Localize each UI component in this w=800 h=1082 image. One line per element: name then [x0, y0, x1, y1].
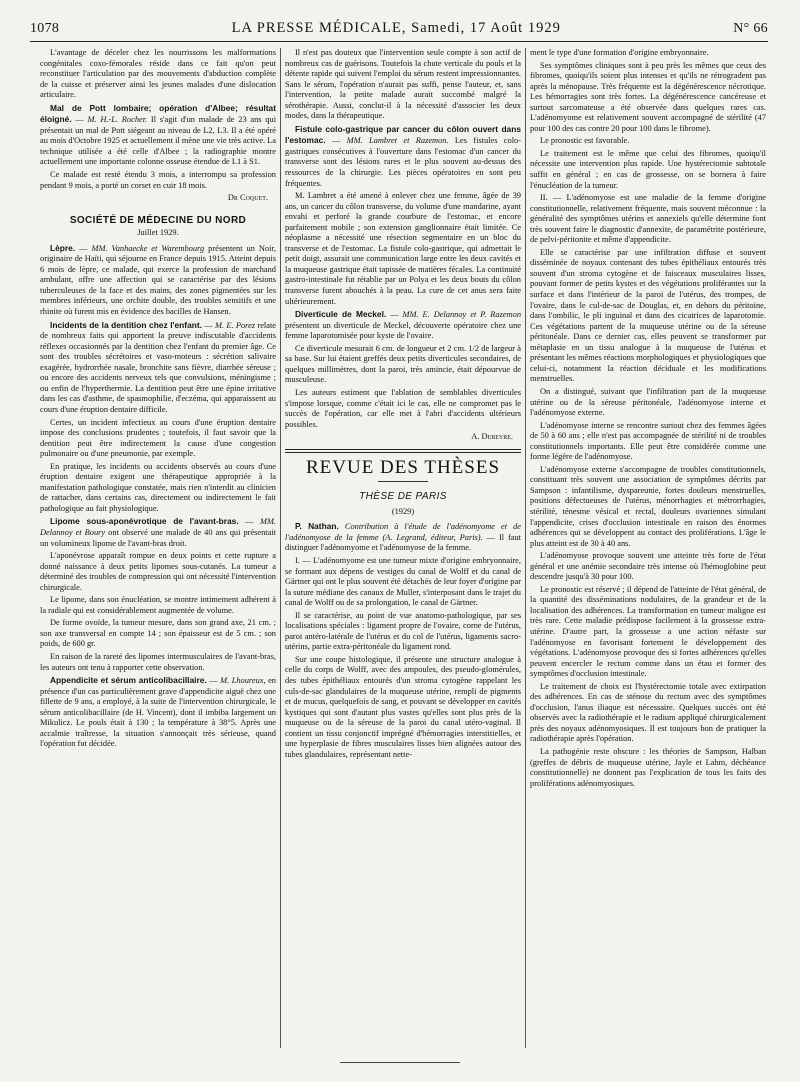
paragraph: La pathogénie reste obscure : les théories de Sampson, Halban (greffes de débris de muqueuse utérine, Jayle et Lahm, déchéance constitutionnelle) ne donnent pas l'explication de tous les faits des proliférations adénomyosiques. [530, 747, 766, 788]
article-title: Incidents de la dentition chez l'enfant. [50, 319, 202, 330]
paragraph: L'adénomyose provoque souvent une atteinte très forte de l'état général et une anémie secondaire très intense où l'hémoglobine peut descendre jusqu'à 30 pour 100. [530, 551, 766, 582]
paragraph: L'avantage de déceler chez les nourrissons les malformations congénitales coxo-fémorales réside dans ce fait qu'on peut reconstituer l'articulation par des mouvements d'abduction complète de la cuisse et préserver ainsi les jeunes malades d'une dislocation articulaire. [40, 48, 276, 100]
signature: Dr Coquet. [227, 193, 268, 203]
paragraph: En raison de la rareté des lipomes intermusculaires de l'avant-bras, les auteurs ont tenu à rapporter cette observation. [40, 651, 276, 672]
article-title: Appendicite et sérum anticolibacillaire. [50, 675, 207, 686]
column-divider-2 [525, 48, 526, 1048]
article-title: Diverticule de Meckel. [295, 309, 387, 320]
article-nathan: P. Nathan. Contribution à l'étude de l'adénomyome et de l'adénomyose de la femme (A. Legrand, éditeur, Paris). — Il faut distinguer l'adénomyome et l'adénomyose de la femme. [285, 521, 521, 553]
column-1 [40, 48, 276, 1058]
article-body: relate de nombreux faits qui apportent la preuve indiscutable d'accidents réflexes occasionnés par la dentition chez l'enfant du premier âge. Ce sont des troubles sécrétoires et vaso-moteurs : sécrétion salivaire exagérée, hydrorrhée nasale, bronchite sans fièvre, diarrhée séreuse ; ou encore des accidents nerveux tels que convulsions, méningisme ; ou enfin de l'hyperthermie. La dentition peut être une épine irritative dans les cas d'asthme, de spasmophilie, d'eczéma, qui apparaissent au cours d'une éruption dentaire difficile. [40, 320, 276, 414]
paragraph: L'adénomyose interne se rencontre surtout chez des femmes âgées de 50 à 60 ans ; elle n'est pas accompagnée de stérilité ni de troubles constitutionnels importants. Elle peut être considérée comme une forme légère de l'adénomyose. [530, 420, 766, 462]
article-authors: MM. Lambret et Razemon. [346, 136, 449, 146]
paragraph: Le traitement de choix est l'hystérectomie totale avec extirpation des adhérences. En cas de sténose du rectum avec des symptômes d'occlusion, l'anus iliaque est nécessaire. Quelques succès ont été observés avec la radiothérapie et le radium appliqué chirurgicalement près des noyaux adénomyosiques. Il est toujours bon de pratiquer la radiothérapie après l'opération. [530, 681, 766, 744]
subsection-heading: THÈSE DE PARIS [359, 491, 447, 503]
column-3 [530, 48, 766, 1058]
paragraph: Le pronostic est réservé ; il dépend de l'atteinte de l'état général, de la quantité des disséminations nodulaires, de la grandeur et de la localisation des adhérences. La transformation en tumeur maligne est très rare. Cette maladie prédispose facilement à la grossesse extra-utérine. D'autre part, la grossesse a une action néfaste sur l'adénomyose en favorisant fortement le développement des végétations. L'adénomyose provoque des si fortes adhérences qu'elles peuvent encercler le rectum comme dans un étau et former des symptômes d'occlusion intestinale. [530, 584, 766, 679]
paragraph: En pratique, les incidents ou accidents observés au cours d'une éruption dentaire exigent une thérapeutique appropriée à la manifestation pathologique constatée, mais rien n'interdit au clinicien de rattacher, dans certains cas, directement ou indirectement le fait pathologique au fait physiologique. [40, 461, 276, 513]
article-lipome: Lipome sous-aponévrotique de l'avant-bras. — MM. Delannoy et Boury ont observé une malade de 40 ans qui présentait un volumineux lipome de l'avant-bras droit. [40, 516, 276, 548]
signature: A. Debeyre. [471, 432, 513, 442]
article-body: présentent un Noir, originaire de Haïti, qui séjourne en France depuis 1915. Atteint depuis 6 mois de lèpre, ce malade, qui exerce la profession de marchand ambulant, offre une affection qui se caractérise par des lésions tuberculeuses de la face et des mains, des zones pigmentées sur les membres inférieurs, une orchite double, des troubles sensitifs et une rhinite où furent mis en évidence des bacilles de Hansen. [40, 243, 276, 317]
article-body: Il s'agit d'un malade de 23 ans qui présentait un mal de Pott siégeant au niveau de L2, L3. Il a été opéré au mois d'Octobre 1925 et actuellement il mène une vie très active. La technique utilisée a été celle d'Albee ; la radiographie montre actuellement une importante colonne osseuse étendue de L1 à S1. [40, 115, 276, 167]
section-rule [285, 449, 521, 453]
paragraph: Sur une coupe histologique, il présente une structure analogue à celle du corps de Wolff, avec des ampoules, des pseudo-glomérules, des tubes épithéliaux entourés d'un stroma cytogène rappelant les culs-de-sac glandulaires de la muqueuse utérine, rempli de pigments et de mucus, quelquefois de sang, et pouvant se développer en cavités kystiques qui sont d'autant plus vastes qu'elles sont plus près de la muqueuse ou de la séreuse de la paroi du canal utéro-vaginal. Il contient un tissu conjonctif imprégné d'hémorragies interstitielles, et une hyperplasie de fibres musculaires lisses bien alignées autour des tubes glandulaires, représentant nette- [285, 654, 521, 759]
publication-title: LA PRESSE MÉDICALE, Samedi, 17 Août 1929 [231, 20, 561, 36]
article-body: présentent un diverticule de Meckel, découverte opératoire chez une femme laparotomisée pour kyste de l'ovaire. [285, 320, 521, 341]
paragraph: Elle se caractérise par une infiltration diffuse et souvent disséminée de noyaux contenant des tubes épithéliaux entourés très souvent d'un stroma cytogène et de faisceaux musculaires lisses, pouvant former de petits kystes et des végétations proliférantes sur la surface et dans l'intérieur de la paroi de l'utérus, des trompes, de l'ovaire, dans le cul-de-sac de Douglas, et, en dehors du péritoine, dans l'ombilic, le pli inguinal et dans des cicatrices de laparotomie. Ces végétations partent de la muqueuse utérine ou de la séreuse péritonéale. Dans ce dernier cas, elles peuvent se transformer par métaplasie en un tissu analogue à la muqueuse de l'utérus et présentant les mêmes réactions morphologiques et physiologiques que celui-ci, notamment la réaction déciduale et les modifications menstruelles. [530, 247, 766, 384]
section-date: Juillet 1929. [137, 228, 179, 238]
paragraph: Ses symptômes cliniques sont à peu près les mêmes que ceux des fibromes, quoiqu'ils soient plus intenses et qu'ils ne rétrogradent pas après la ménopause. Très fréquente est la dégénérescence nécrotique. Les hémorragies sont très fortes. La dégénérescence cancéreuse et surtout sarcomateuse a été observée dans quelques rares cas. L'adénomyome est relativement souvent accompagné de stérilité (47 pour 100 des cas contre 20 pour 100 dans le fibrome). [530, 60, 766, 133]
article-body: Il faut distinguer l'adénomyome et l'adénomyose de la femme. [285, 532, 521, 553]
article-title: Mal de Pott lombaire; opération d'Albee; résultat éloigné. [40, 102, 276, 125]
header-rule [30, 41, 768, 42]
paragraph: Le traitement est le même que celui des fibromes, quoiqu'il nécessite une intervention plus rapide. Une hystérectomie subtotale suffit en général ; en cas de grossesse, on se bornera à faire l'énucléation de la tumeur. [530, 148, 766, 190]
article-meckel: Diverticule de Meckel. — MM. E. Delannoy et P. Razemon présentent un diverticule de Meckel, découverte opératoire chez une femme laparotomisée pour kyste de l'ovaire. [285, 309, 521, 341]
issue-number: N° 66 [733, 21, 768, 36]
paragraph: De forme ovoïde, la tumeur mesure, dans son grand axe, 21 cm. ; son axe transversal en compte 14 ; son épaisseur est de 5 cm. ; son poids, de 600 gr. [40, 618, 276, 649]
column-divider-1 [280, 48, 281, 1048]
paragraph: Il se caractérise, au point de vue anatomo-pathologique, par ses localisations spéciales : ligament propre de l'ovaire, corne de l'utérus, paroi antéro-latérale de l'utérus et du col de l'utérus, ligaments sacro-utérins, partie extra-péritonéale du ligament rond. [285, 610, 521, 652]
paragraph: Les auteurs estiment que l'ablation de semblables diverticules s'impose lorsque, comme c'était ici le cas, elle ne compromet pas le succès de l'opération, car elle met à l'abri d'accidents ultérieurs possibles. [285, 387, 521, 429]
paragraph: ment le type d'une formation d'origine embryonnaire. [530, 48, 709, 57]
article-authors: MM. E. Delannoy et P. Razemon [402, 310, 521, 320]
article-dentition: Incidents de la dentition chez l'enfant. — M. E. Porez relate de nombreux faits qui apportent la preuve indiscutable d'accidents réflexes occasionnés par la dentition chez l'enfant du premier âge. Ce sont des troubles sécrétoires et vaso-moteurs : sécrétion salivaire exagérée, hydrorrhée nasale, bronchite sans fièvre, diarrhée séreuse ; ou encore des accidents nerveux tels que convulsions, méningisme ; ou enfin de l'hyperthermie. La dentition peut être une épine irritative dans les cas d'asthme, de spasmophilie, d'eczéma, qui apparaissent au cours d'une éruption dentaire difficile. [40, 319, 276, 414]
paragraph: Le pronostic est favorable. [540, 136, 630, 146]
paragraph: Ce malade est resté étendu 3 mois, a interrompu sa profession pendant 9 mois, a porté un corset en cuir 18 mois. [40, 170, 276, 190]
article-authors: MM. Delannoy et Boury [40, 517, 276, 537]
article-title: Lèpre. [50, 242, 76, 253]
paragraph: II. — L'adénomyose est une maladie de la femme d'origine constitutionnelle, relativement fréquente, mais souvent méconnue : la généralité des symptômes utérins et annexiels qu'elle détermine font très souvent faire le diagnostic d'annexite, de paramétrite postérieure, de pelvi-péritonite et même d'appendicite. [530, 193, 766, 245]
paragraph: Ce diverticule mesurait 6 cm. de longueur et 2 cm. 1/2 de largeur à sa base. Sur lui étaient greffés deux petits diverticules secondaires, de quelques millimètres, dont la paroi, très amincie, était dépourvue de musculeuse. [285, 343, 521, 385]
article-mal-de-pott: Mal de Pott lombaire; opération d'Albee; résultat éloigné. — M. H.-L. Rocher. Il s'agit d'un malade de 23 ans qui présentait un mal de Pott siégeant au niveau de L2, L3. Il a été opéré au mois d'Octobre 1925 et actuellement il mène une vie très active. La technique utilisée a été celle d'Albee ; la radiographie montre actuellement une importante colonne osseuse étendue de L1 à S1. [40, 102, 276, 167]
article-title: Fistule colo-gastrique par cancer du côlon ouvert dans l'estomac. [285, 123, 521, 146]
article-appendicite: Appendicite et sérum anticolibacillaire. — M. Lhoureux, en présence d'un cas particulièrement grave d'appendicite aiguë chez une fillette de 9 ans, a employé, à la suite de l'intervention chirurgicale, le sérum anticolibacillaire (de H. Vincent), dont il imbiba largement un Mikulicz. Le pouls était à 130 ; la température à 38°5. Après une accalmie traîtresse, la situation s'annonçait très sérieuse, quand l'opération fut décidée. [40, 675, 276, 749]
section-heading: SOCIÉTÉ DE MÉDECINE DU NORD [69, 214, 247, 226]
paragraph: M. Lambret a été amené à enlever chez une femme, âgée de 39 ans, un cancer du côlon transverse, du volume d'une mandarine, ayant envahi et perforé la grande courbure de l'estomac, et encore parfaitement mobile ; son extension ganglionnaire était limitée. Ce néoplasme a nécessité une résection segmentaire en un bloc du transverse et de l'estomac. La fistule colo-gastrique, qui admettait le petit doigt, assurait une communication large entre les deux cavités et la muqueuse gastrique était tapissée de matières fécales. La continuité gastro-intestinale fut rétablie par un Polya et les deux bouts du côlon transverse furent abouchés à la peau. La cure de cet anus sera faite ultérieurement. [285, 191, 521, 306]
paragraph: Certes, un incident infectieux au cours d'une éruption dentaire impose des conclusions prudentes ; toutefois, il faut savoir que la dentition peut être indirectement la cause d'une congestion pulmonaire ou d'une pneumonie, par exemple. [40, 417, 276, 459]
article-body: Les fistules colo-gastriques consécutives à l'ouverture dans l'estomac d'un cancer du transverse sont des lésions rares et le plus souvent au-dessus des ressources de la chirurgie. Les pièces opératoires en sont peu fréquentes. [285, 136, 521, 188]
article-authors: M. H.-L. Rocher. [87, 115, 148, 125]
article-lepre: Lèpre. — MM. Vanhaecke et Warembourg présentent un Noir, originaire de Haïti, qui séjourne en France depuis 1915. Atteint depuis 6 mois de lèpre, ce malade, qui exerce la profession de marchand ambulant, offre une affection qui se caractérise par des lésions tuberculeuses de la face et des mains, des zones pigmentées sur les membres inférieurs, une orchite double, des troubles sensitifs et une rhinite où furent mis en évidence des bacilles de Hansen. [40, 242, 276, 317]
subsection-year: (1929) [391, 506, 415, 516]
article-title: Contribution à l'étude de l'adénomyome et de l'adénomyose de la femme (A. Legrand, éditeur, Paris). [285, 522, 521, 542]
paragraph: L'adénomyose externe s'accompagne de troubles constitutionnels, constituant très souvent une association de symptômes décrits par Sampson : infantilisme, dyspareunie, fortes douleurs menstruelles, positions défectueuses de l'utérus, ménorrhagies et métrorrhagies, stérilité, ténesme vésical et rectal, douleurs ovariennes simulant l'appendicite, crises d'occlusion intestinale en raison des énormes adhérences qui se développent au contact des proliférations. L'âge le plus atteint est de 30 à 40 ans. [530, 464, 766, 548]
divider [378, 481, 428, 482]
paragraph: L'aponévrose apparaît rompue en deux points et cette rupture a donné naissance à deux petits lipomes sous-cutanés. La tumeur a déterminé des troubles de compression qui ont nécessité l'intervention chirurgicale. [40, 551, 276, 592]
article-title: Lipome sous-aponévrotique de l'avant-bras. [50, 516, 239, 527]
section-heading: REVUE DES THÈSES [305, 456, 501, 478]
page-number: 1078 [30, 21, 60, 36]
masthead [30, 20, 768, 40]
paragraph: I. — L'adénomyome est une tumeur mixte d'origine embryonnaire, se formant aux dépens de vestiges du canal de Wolff et du canal de Gärtner qui ont le plus souvent été détachés de leur foyer d'origine par la suture médiane des canaux de Muller, s'interposant dans le trajet du canal de Wolff ou de sa prolongation, le canal de Gärtner. [285, 555, 521, 608]
article-body: ont observé une malade de 40 ans qui présentait un volumineux lipome de l'avant-bras droit. [40, 527, 276, 548]
paragraph: Il n'est pas douteux que l'intervention seule compte à son actif de nombreux cas de guérisons. Toutefois la chute verticale du pouls et la détente rapide qui suivent l'emploi du sérum restent impressionnantes. Sans le sérum, l'opération n'aurait pas suffi, pense l'auteur, et, sans l'intervention, la petite malade aurait succombé malgré la sérothérapie. Aussi, conclut-il à la nécessité d'associer les deux modes, dans la thérapeutique. [285, 48, 521, 121]
article-authors: M. E. Porez [214, 320, 256, 330]
column-2 [285, 48, 521, 1058]
footer-rule [340, 1062, 460, 1063]
article-body: en présence d'un cas particulièrement grave d'appendicite aiguë chez une fillette de 9 ans, a employé, à la suite de l'intervention chirurgicale, le sérum anticolibacillaire (de H. Vincent), dont il imbiba largement un Mikulicz. Le pouls était à 130 ; la température à 38°5. Après une accalmie traîtresse, la situation s'annonçait très sérieuse, quand l'opération fut décidée. [40, 676, 276, 749]
article-authors: P. Nathan. [295, 521, 339, 532]
paragraph: Le lipome, dans son énucléation, se montre intimement adhérent à la radiale qui est considérablement augmentée de volume. [40, 595, 276, 615]
article-authors: M. Lhoureux, [220, 676, 266, 686]
paragraph: On a distingué, suivant que l'infiltration part de la muqueuse utérine ou de la séreuse péritonéale, l'adénomyose interne et l'adénomyose externe. [530, 386, 766, 418]
article-fistule: Fistule colo-gastrique par cancer du côlon ouvert dans l'estomac. — MM. Lambret et Razemon. Les fistules colo-gastriques consécutives à l'ouverture dans l'estomac d'un cancer du transverse sont des lésions rares et le plus souvent au-dessus des ressources de la chirurgie. Les pièces opératoires en sont peu fréquentes. [285, 123, 521, 188]
article-authors: MM. Vanhaecke et Warembourg [91, 243, 205, 253]
